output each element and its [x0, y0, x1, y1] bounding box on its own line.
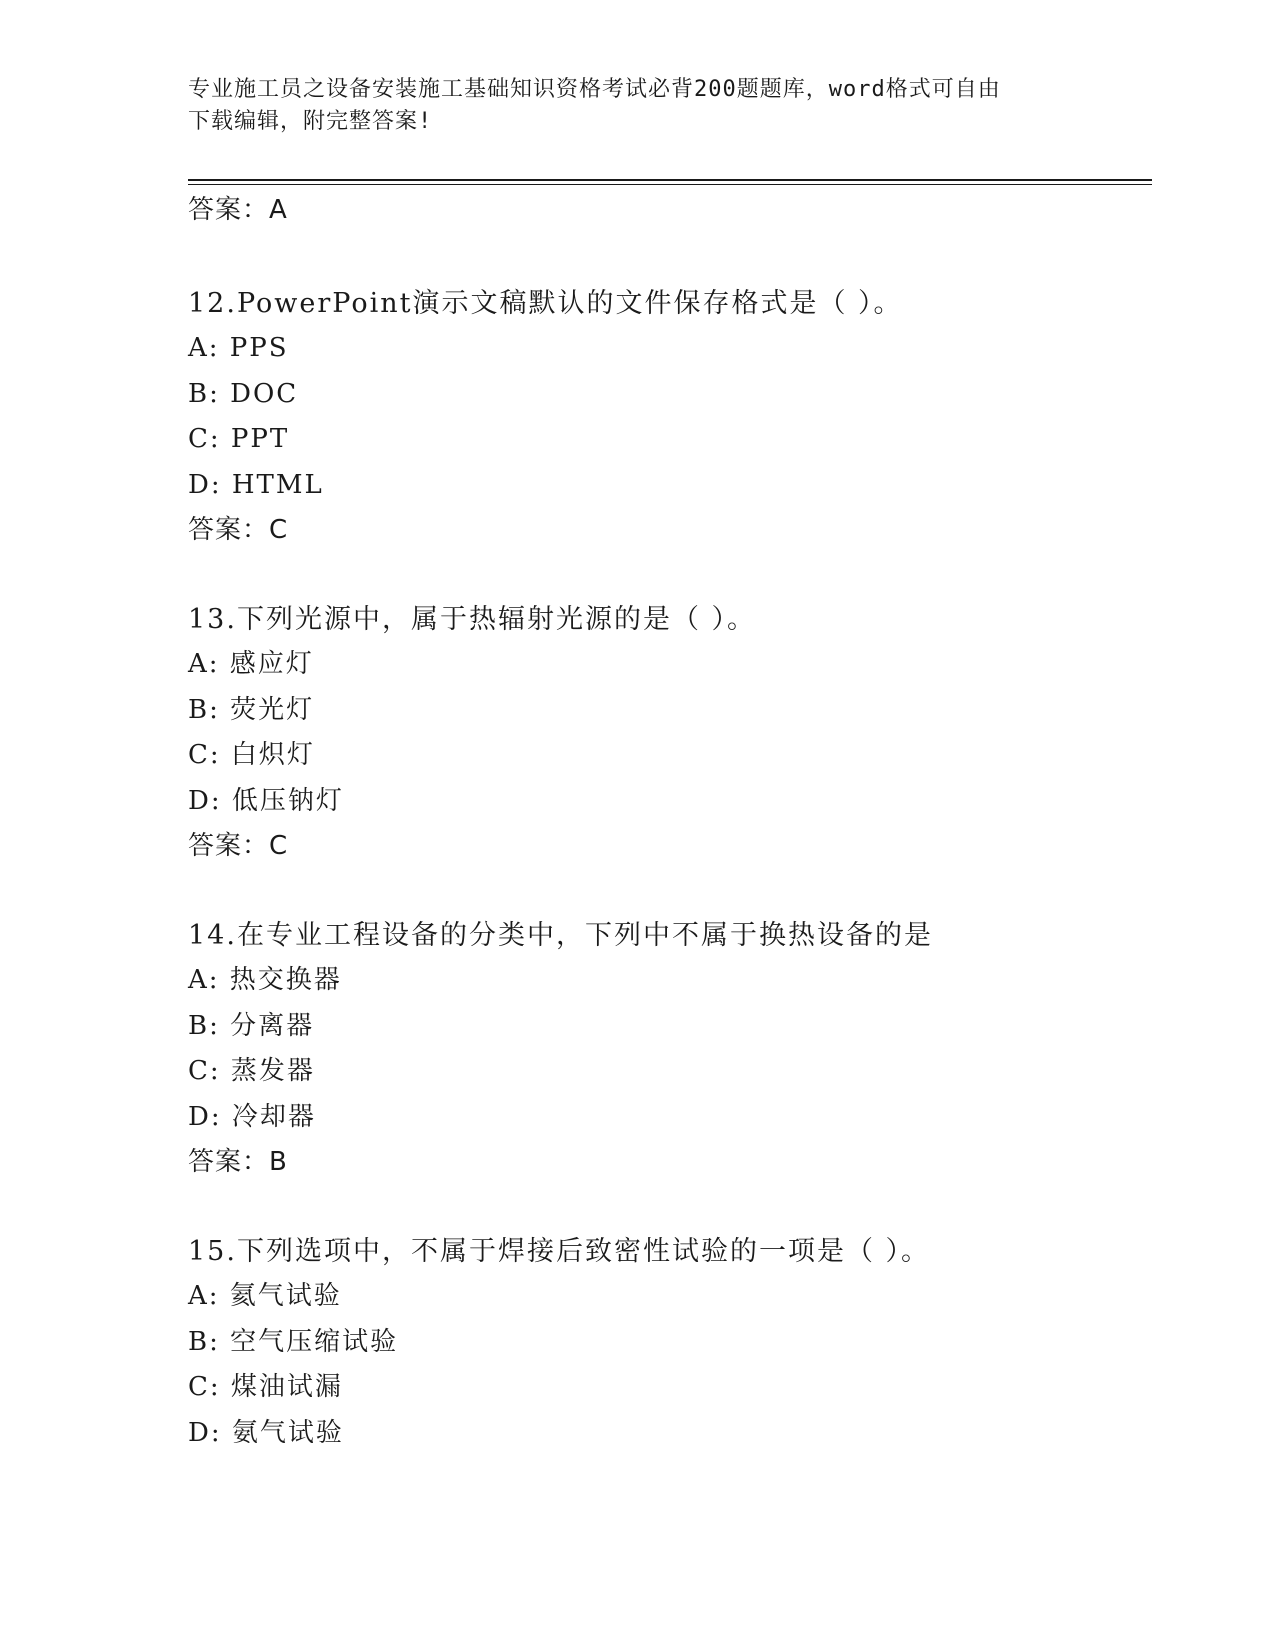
option-a: A: 感应灯	[188, 649, 314, 679]
question-stem: 13.下列光源中，属于热辐射光源的是（ ）。	[188, 604, 757, 635]
option-b: B: 空气压缩试验	[188, 1326, 399, 1357]
question-stem: 12.PowerPoint演示文稿默认的文件保存格式是（ ）。	[188, 288, 903, 319]
question-stem: 14.在专业工程设备的分类中，下列中不属于换热设备的是	[188, 920, 933, 951]
option-a: A: 热交换器	[188, 965, 342, 995]
option-d: D: 冷却器	[188, 1101, 316, 1132]
header-line-2: 下载编辑，附完整答案!	[188, 109, 433, 134]
option-d: D: 氨气试验	[188, 1417, 344, 1448]
document-header	[188, 74, 1068, 138]
option-d: D: 低压钠灯	[188, 785, 344, 816]
question-13	[188, 598, 1148, 868]
option-c: C: PPT	[188, 424, 290, 454]
header-line-1: 专业施工员之设备安装施工基础知识资格考试必背200题题库，word格式可自由	[188, 77, 1001, 102]
question-answer: 答案：C	[188, 515, 289, 545]
option-b: B: DOC	[188, 378, 299, 409]
question-stem: 15.下列选项中，不属于焊接后致密性试验的一项是（ ）。	[188, 1236, 931, 1267]
header-divider-thin	[188, 184, 1152, 185]
header-divider-thick	[188, 179, 1152, 181]
question-list	[188, 282, 1148, 1502]
option-c: C: 白炽灯	[188, 740, 315, 770]
question-answer: 答案：B	[188, 1147, 288, 1177]
question-14	[188, 914, 1148, 1184]
question-12	[188, 282, 1148, 552]
option-a: A: 氦气试验	[188, 1281, 342, 1311]
option-a: A: PPS	[188, 333, 289, 363]
question-answer: 答案：C	[188, 831, 289, 861]
previous-question-answer: 答案：A	[188, 195, 288, 225]
option-c: C: 蒸发器	[188, 1056, 315, 1086]
option-b: B: 荧光灯	[188, 694, 315, 725]
option-b: B: 分离器	[188, 1010, 315, 1041]
question-15	[188, 1230, 1148, 1456]
option-d: D: HTML	[188, 469, 324, 500]
option-c: C: 煤油试漏	[188, 1372, 343, 1402]
